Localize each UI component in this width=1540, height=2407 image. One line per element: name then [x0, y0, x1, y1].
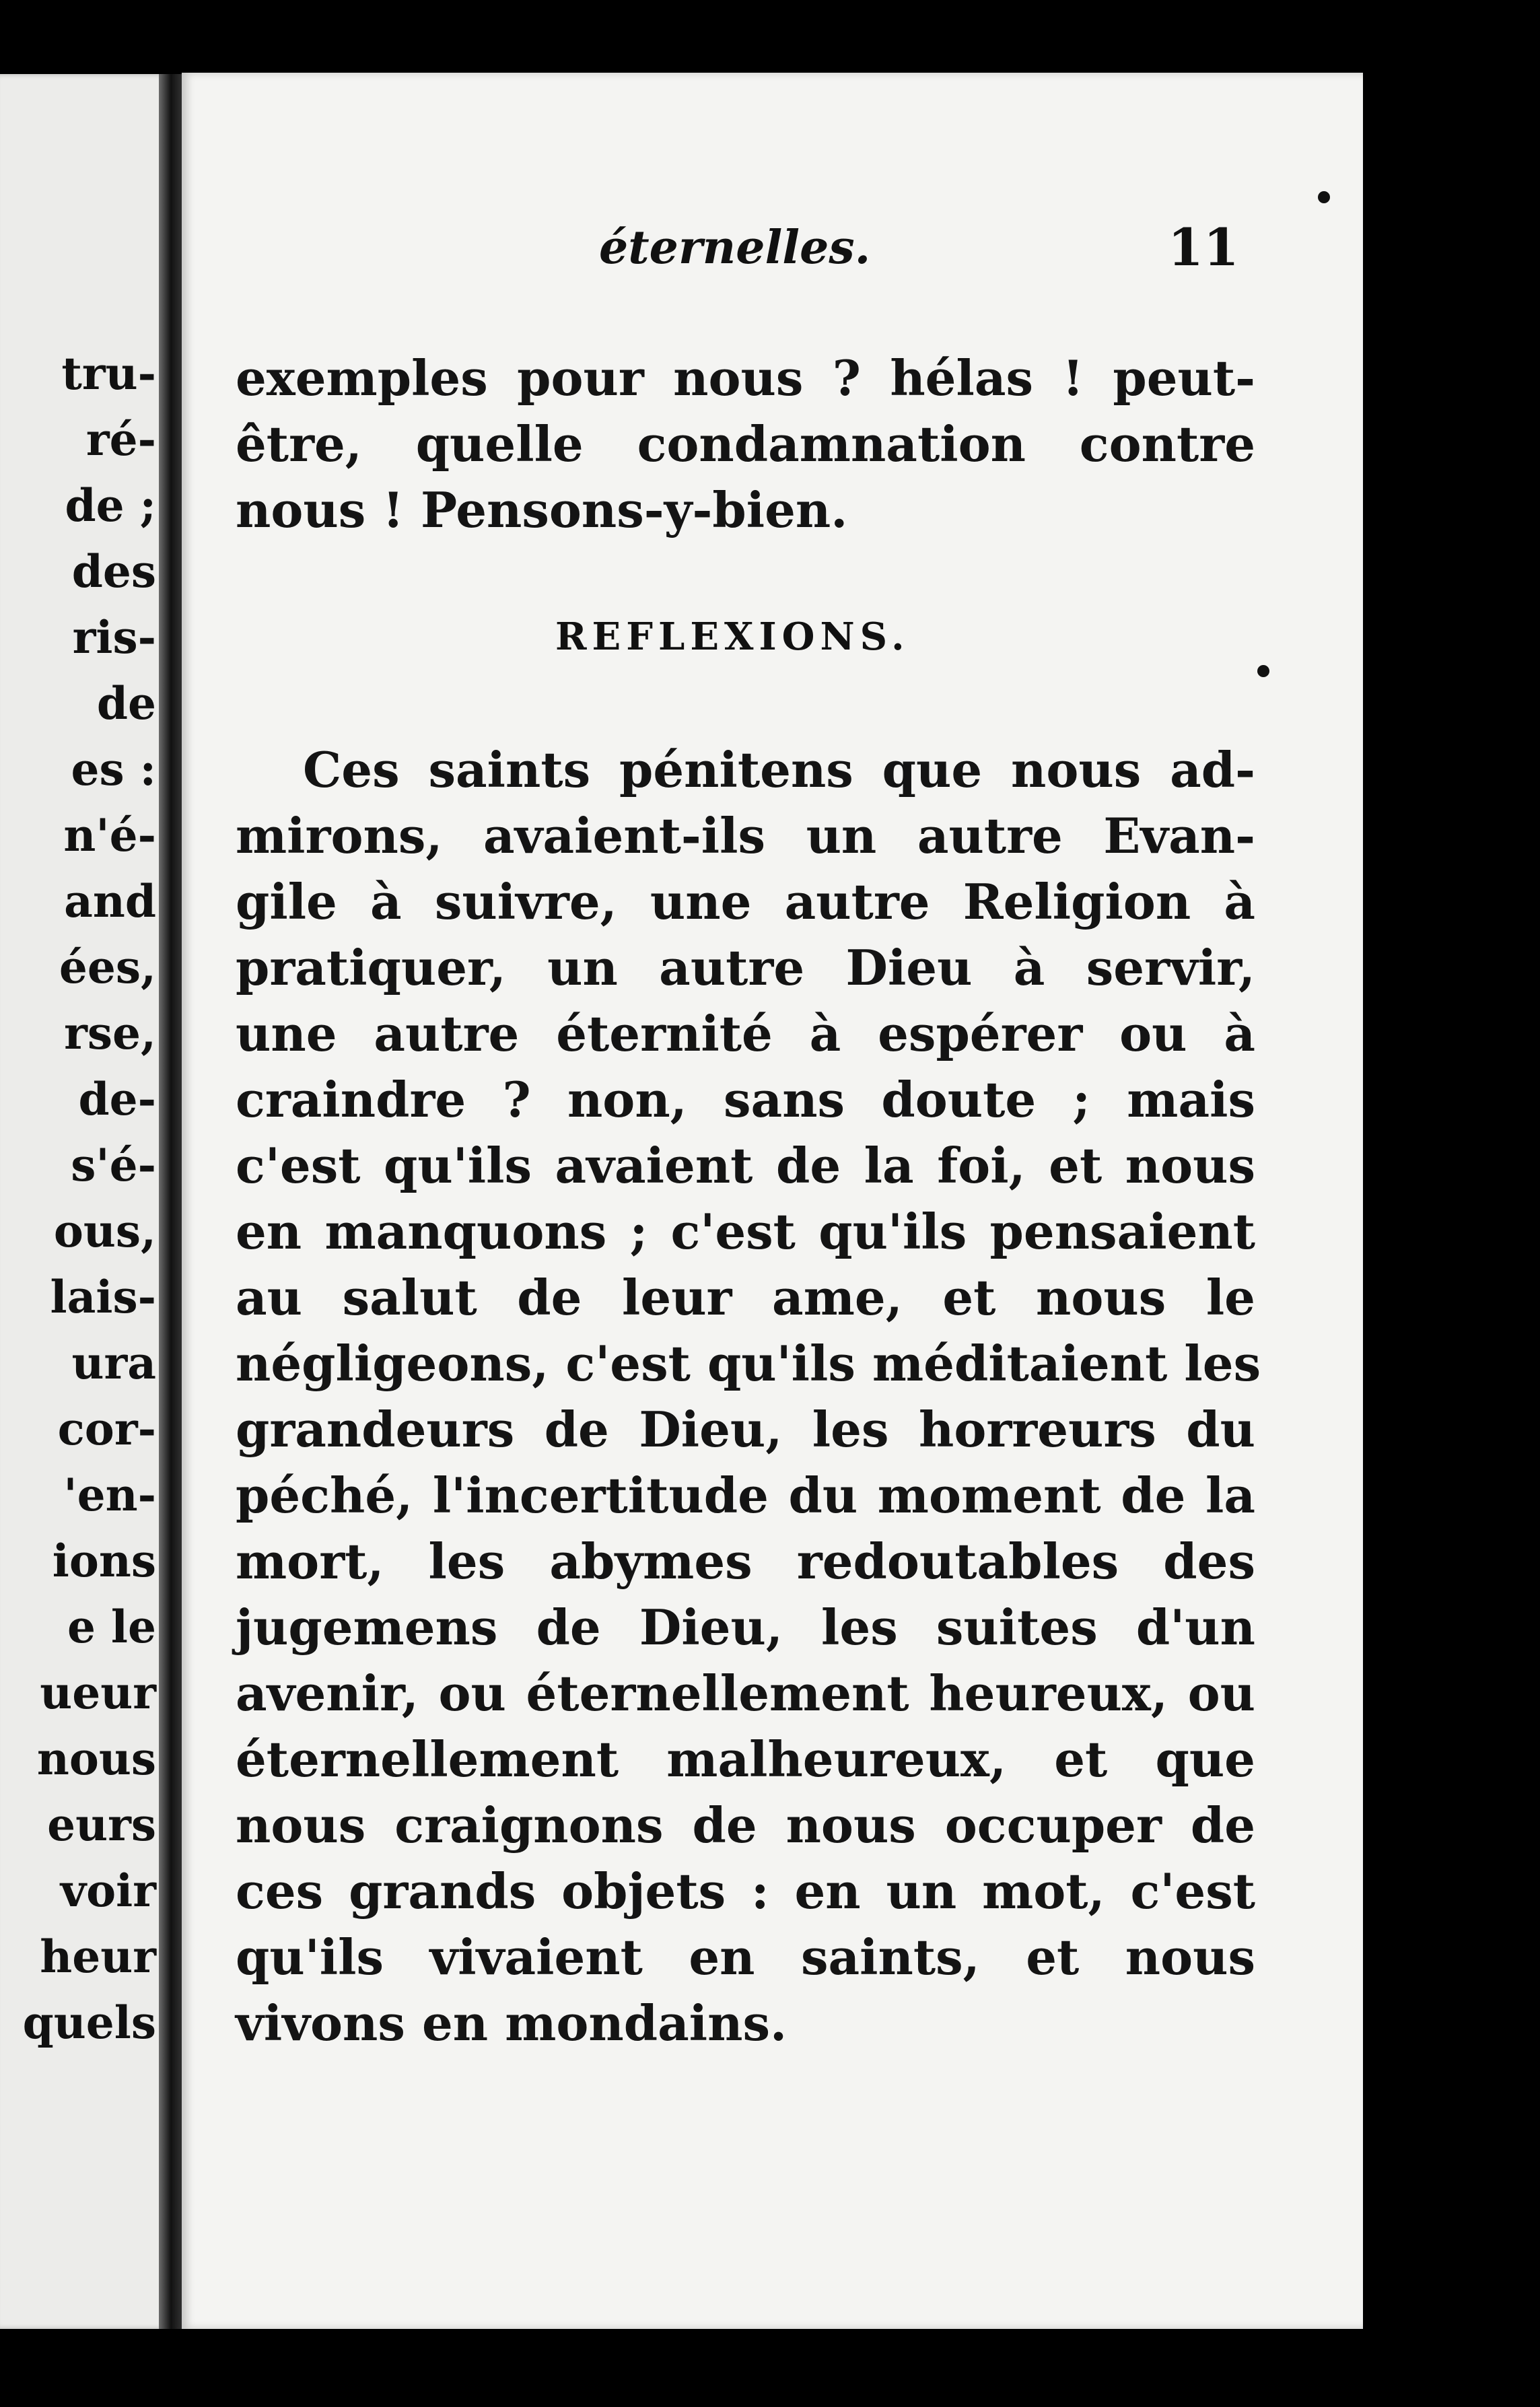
left-page-fragment: voir: [60, 1864, 156, 1917]
text-line: craindre ? non, sans doute ; mais: [236, 1071, 1255, 1128]
text-line: une autre éternité à espérer ou à: [236, 1005, 1255, 1062]
left-page-fragment: s'é-: [71, 1139, 156, 1191]
text-line: mort, les abymes redoutables des: [236, 1533, 1255, 1590]
text-line: vivons en mondains.: [236, 1994, 788, 2052]
left-page-fragment: quels: [22, 1996, 156, 2049]
left-page-fragment: de-: [78, 1073, 156, 1125]
left-page: [0, 74, 168, 2329]
text-line: négligeons, c'est qu'ils méditaient les: [236, 1335, 1261, 1392]
left-page-fragment: heur: [40, 1930, 156, 1983]
left-page-fragment: and: [64, 875, 156, 928]
text-line: gile à suivre, une autre Religion à: [236, 873, 1255, 930]
right-page: [182, 73, 1363, 2329]
text-line: péché, l'incertitude du moment de la: [236, 1467, 1255, 1524]
left-page-fragment: 'en-: [63, 1469, 156, 1521]
left-page-fragment: des: [71, 545, 156, 598]
text-line: pratiquer, un autre Dieu à servir,: [236, 939, 1255, 996]
left-page-fragment: ions: [52, 1535, 156, 1587]
page-number: 11: [1168, 217, 1239, 277]
text-line: jugemens de Dieu, les suites d'un: [236, 1599, 1255, 1656]
section-title: REFLEXIONS.: [555, 615, 910, 659]
paragraph-first-line: Ces saints pénitens que nous ad-: [303, 741, 1255, 798]
left-page-fragment: n'é-: [63, 809, 156, 862]
text-line: ces grands objets : en un mot, c'est: [236, 1862, 1255, 1920]
text-line: c'est qu'ils avaient de la foi, et nous: [236, 1137, 1255, 1194]
text-line: grandeurs de Dieu, les horreurs du: [236, 1401, 1255, 1458]
text-line: mirons, avaient-ils un autre Evan-: [236, 807, 1255, 864]
left-page-fragment: lais-: [50, 1271, 156, 1323]
left-page-fragment: rse,: [64, 1007, 156, 1059]
left-page-fragment: e le: [67, 1601, 156, 1653]
left-page-fragment: cor-: [57, 1403, 156, 1455]
text-line: nous ! Pensons-y-bien.: [236, 481, 848, 538]
left-page-fragment: ris-: [72, 611, 156, 664]
left-page-fragment: de ;: [65, 479, 156, 532]
left-page-fragment: tru-: [61, 347, 156, 400]
running-head: éternelles.: [599, 221, 871, 275]
left-page-fragment: nous: [36, 1733, 156, 1785]
ink-speck: [1257, 665, 1269, 677]
text-line: être, quelle condamnation contre: [236, 415, 1255, 473]
left-page-fragment: eurs: [47, 1799, 156, 1851]
text-line: avenir, ou éternellement heureux, ou: [236, 1665, 1255, 1722]
text-line: nous craignons de nous occuper de: [236, 1796, 1255, 1854]
left-page-fragment: ous,: [53, 1205, 156, 1257]
left-page-fragment: es :: [71, 743, 156, 796]
ink-speck: [1318, 191, 1330, 203]
text-line: exemples pour nous ? hélas ! peut-: [236, 349, 1255, 407]
text-line: qu'ils vivaient en saints, et nous: [236, 1928, 1255, 1986]
left-page-fragment: de: [96, 677, 156, 730]
left-page-fragment: ura: [71, 1337, 156, 1389]
text-line: en manquons ; c'est qu'ils pensaient: [236, 1203, 1255, 1260]
left-page-fragment: ées,: [59, 941, 156, 993]
text-line: au salut de leur ame, et nous le: [236, 1269, 1255, 1326]
left-page-fragment: ré-: [85, 413, 156, 466]
text-line: éternellement malheureux, et que: [236, 1731, 1255, 1788]
left-page-fragment: ueur: [40, 1667, 156, 1719]
